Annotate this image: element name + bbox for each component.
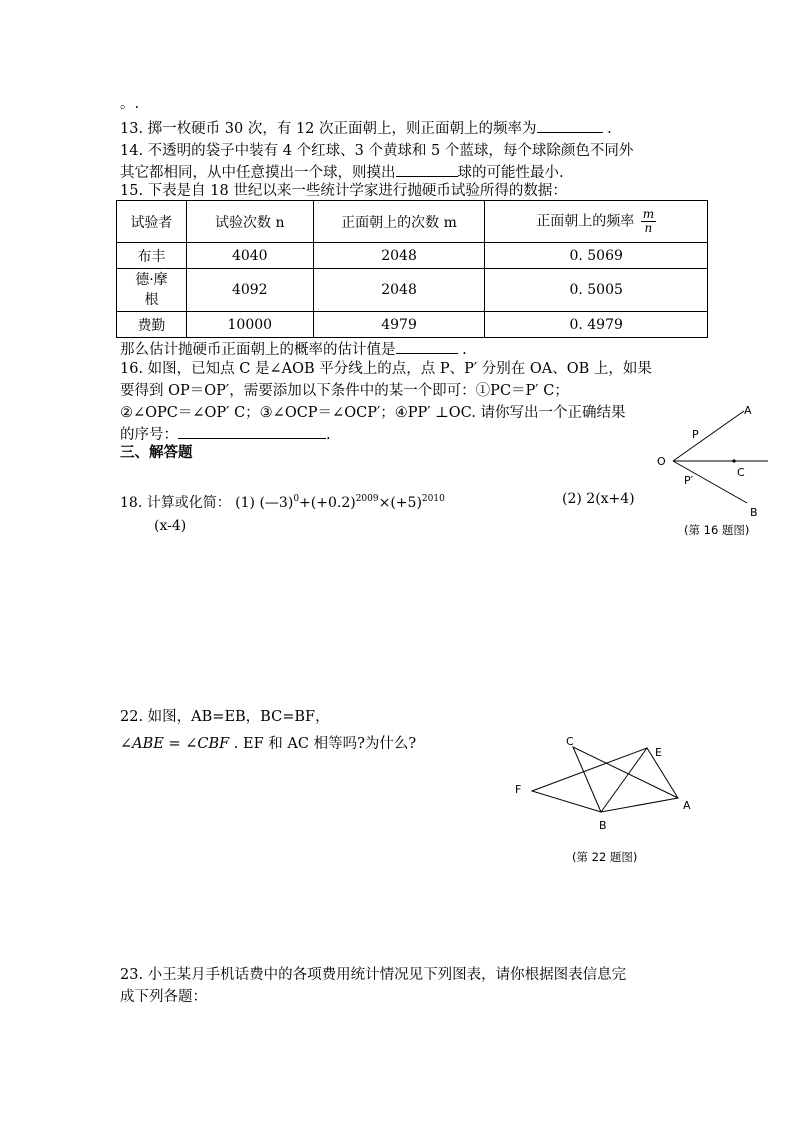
header-frequency: 正面朝上的频率 $\frac{m}{n}$	[485, 201, 708, 243]
cell-m: 2048	[313, 243, 485, 269]
question-13-answer-blank[interactable]	[537, 118, 603, 133]
cell-name: 费勤	[117, 312, 187, 338]
question-23-line-1: 23. 小王某月手机话费中的各项费用统计情况见下列图表，请你根据图表信息完	[120, 967, 627, 983]
question-18-line-2: (x-4)	[154, 518, 187, 534]
figure-22-caption: (第 22 题图)	[572, 850, 638, 864]
cell-m: 4979	[313, 312, 485, 338]
cell-n: 4040	[186, 243, 313, 269]
figure-22-diagram	[505, 725, 705, 840]
header-heads-count: 正面朝上的次数 m	[313, 201, 485, 243]
table-header-row	[117, 201, 708, 243]
segments-bc-ca	[573, 747, 678, 812]
table-row	[117, 243, 708, 269]
question-18-line-1: 18. 计算或化简： (1) $(—3)^0+(+0.2)^{2009}\times(+5)^{2010}$	[120, 494, 445, 511]
cell-n: 10000	[186, 312, 313, 338]
question-14-text-b: 球的可能性最小.	[457, 165, 564, 181]
section-heading: 三、解答题	[120, 444, 193, 461]
label-p-prime: P′	[684, 474, 694, 487]
question-14-text-a: 其它都相同，从中任意摸出一个球，则摸出	[120, 165, 396, 181]
previous-question-tail: 。.	[120, 96, 140, 112]
cell-frequency: 0. 5069	[485, 243, 708, 269]
figure-16-diagram	[650, 400, 780, 520]
question-14-line-1: 14. 不透明的袋子中装有 4 个红球、3 个黄球和 5 个蓝球，每个球除颜色不同外	[120, 143, 634, 159]
figure-16-caption: (第 16 题图)	[684, 523, 750, 537]
label-f: F	[515, 783, 522, 796]
label-a: A	[683, 799, 691, 812]
label-o: O	[657, 455, 666, 468]
coin-toss-table	[116, 200, 708, 338]
label-b: B	[599, 819, 607, 832]
frequency-fraction: $\frac{m}{n}$	[642, 207, 655, 235]
question-16-line-1: 16. 如图，已知点 C 是∠AOB 平分线上的点，点 P、P′ 分别在 OA、OB 上，如果	[120, 361, 652, 377]
angle-equation: ∠ABE = ∠CBF	[120, 736, 230, 752]
table-row	[117, 269, 708, 312]
label-e: E	[655, 746, 662, 759]
question-15-intro: 15. 下表是自 18 世纪以来一些统计学家进行抛硬币试验所得的数据：	[120, 183, 567, 199]
ray-oa	[673, 411, 744, 461]
question-16-line-3: ②∠OPC＝∠OP′ C；③∠OCP＝∠OCP′；④PP′ ⊥OC. 请你写出一个正确结果	[120, 405, 626, 421]
cell-m: 2048	[313, 269, 485, 312]
cell-n: 4092	[186, 269, 313, 312]
label-a: A	[744, 404, 752, 417]
table-row	[117, 312, 708, 338]
cell-frequency: 0. 5005	[485, 269, 708, 312]
question-23-line-2: 成下列各题：	[120, 989, 207, 1005]
cell-frequency: 0. 4979	[485, 312, 708, 338]
question-16-line-4: 的序号： .	[120, 424, 331, 445]
point-c	[732, 459, 735, 462]
question-14-answer-blank[interactable]	[396, 162, 458, 177]
question-22-line-2: ∠ABE = ∠CBF . EF 和 AC 相等吗?为什么?	[120, 736, 417, 752]
question-15-answer-blank[interactable]	[396, 339, 458, 354]
question-18-label: 18. 计算或化简：	[120, 495, 231, 511]
question-13-end: .	[602, 121, 612, 137]
cell-name: 德·摩 根	[117, 269, 187, 312]
header-experimenter: 试验者	[117, 201, 187, 243]
label-c: C	[566, 735, 574, 748]
question-14-line-2	[120, 162, 564, 183]
question-18-part-2: (2) 2(x+4)	[562, 491, 635, 507]
question-16-line-2: 要得到 OP＝OP′，需要添加以下条件中的某一个即可：①PC＝P′ C；	[120, 383, 569, 399]
question-15-after: 那么估计抛硬币正面朝上的概率的估计值是 .	[120, 339, 467, 360]
label-c: C	[737, 466, 745, 479]
question-22-line-1: 22. 如图，AB=EB，BC=BF，	[120, 709, 330, 725]
question-13	[120, 118, 612, 139]
question-16-answer-blank[interactable]	[178, 424, 326, 439]
question-13-text: 13. 掷一枚硬币 30 次，有 12 次正面朝上，则正面朝上的频率为	[120, 121, 537, 137]
cell-name: 布丰	[117, 243, 187, 269]
header-trials: 试验次数 n	[186, 201, 313, 243]
label-p: P	[692, 428, 699, 441]
label-b: B	[750, 506, 758, 519]
